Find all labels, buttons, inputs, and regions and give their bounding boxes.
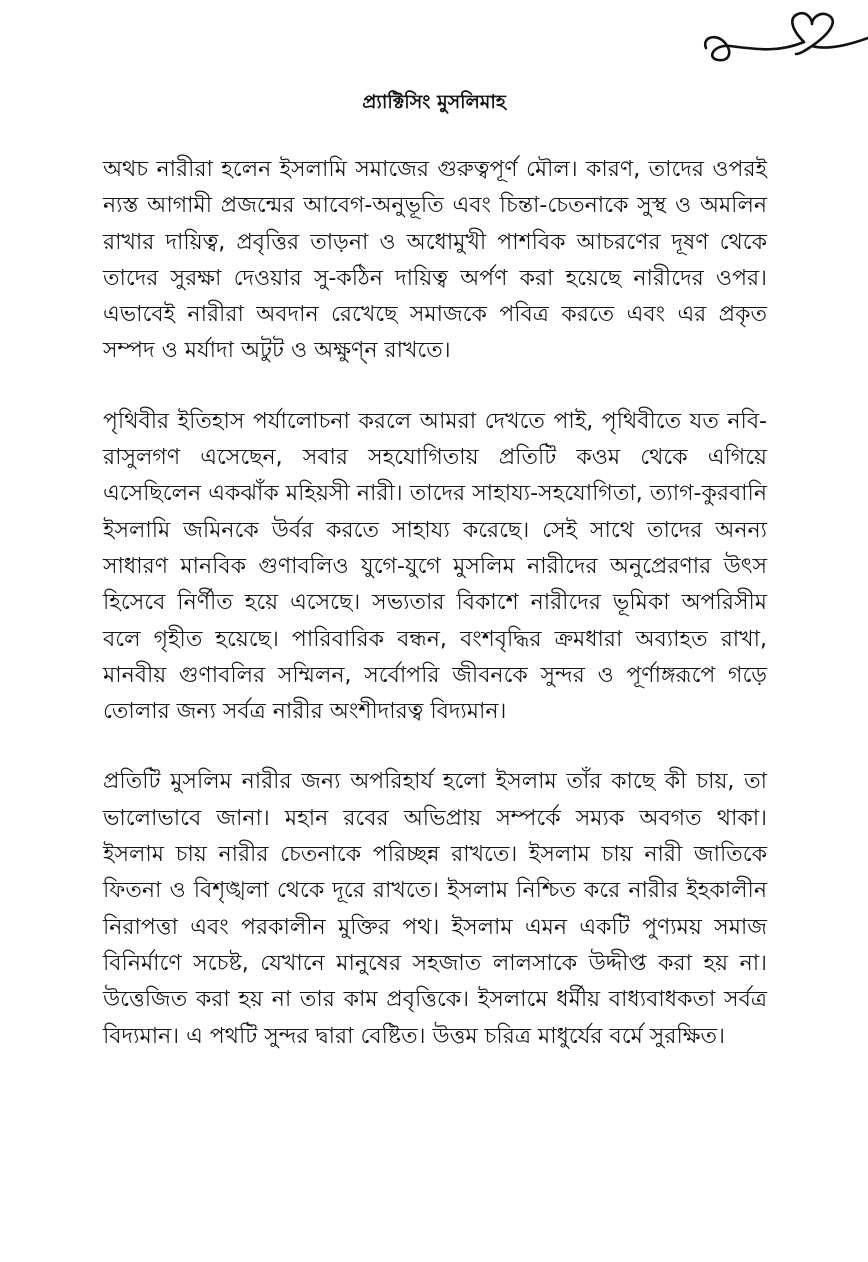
paragraph-3: প্রতিটি মুসলিম নারীর জন্য অপরিহার্য হলো ইসলাম তাঁর কাছে কী চায়, তা ভালোভাবে জানা। মহান রবের অভিপ্রায় সম্পর্কে সম্যক অবগত থাকা। ইসলাম চায় নারীর চেতনাকে পরিচ্ছন্ন রাখতে। ইসলাম চায় নারী জাতিকে ফিতনা ও বিশৃঙ্খলা থেকে দূরে রাখতে। ইসলাম নিশ্চিত করে নারীর ইহকালীন নিরাপত্তা এবং পরকালীন মুক্তির পথ। ইসলাম এমন একটি পুণ্যময় সমাজ বিনির্মাণে সচেষ্ট, যেখানে মানুষের সহজাত লালসাকে উদ্দীপ্ত করা হয় না। উত্তেজিত করা হয় না তার কাম প্রবৃত্তিকে। ইসলামে ধর্মীয় বাধ্যবাধকতা সর্বত্র বিদ্যমান। এ পথটি সুন্দর দ্বারা বেষ্টিত। উত্তম চরিত্র মাধুর্যের বর্মে সুরক্ষিত। bbox=[103, 769, 767, 1049]
body-text bbox=[103, 152, 767, 1089]
running-header: প্র্যাক্টিসিং মুসলিমাহ bbox=[362, 91, 506, 113]
paragraph-2: পৃথিবীর ইতিহাস পর্যালোচনা করলে আমরা দেখতে পাই, পৃথিবীতে যত নবি-রাসুলগণ এসেছেন, সবার সহযোগিতায় প্রতিটি কওম থেকে এগিয়ে এসেছিলেন একঝাঁক মহিয়সী নারী। তাদের সাহায্য-সহযোগিতা, ত্যাগ-কুরবানি ইসলামি জমিনকে উর্বর করতে সাহায্য করেছে। সেই সাথে তাদের অনন্য সাধারণ মানবিক গুণাবলিও যুগে-যুগে মুসলিম নারীদের অনুপ্রেরণার উৎস হিসেবে নির্ণীত হয়ে এসেছে। সভ্যতার বিকাশে নারীদের ভূমিকা অপরিসীম বলে গৃহীত হয়েছে। পারিবারিক বন্ধন, বংশবৃদ্ধির ক্রমধারা অব্যাহত রাখা, মানবীয় গুণাবলির সম্মিলন, সর্বোপরি জীবনকে সুন্দর ও পূর্ণাঙ্গরূপে গড়ে তোলার জন্য সর্বত্র নারীর অংশীদারত্ব বিদ্যমান। bbox=[103, 408, 767, 725]
heart-flourish-icon bbox=[700, 8, 868, 72]
paragraph-1: অথচ নারীরা হলেন ইসলামি সমাজের গুরুত্বপূর্ণ মৌল। কারণ, তাদের ওপরই ন্যস্ত আগামী প্রজন্মের আবেগ-অনুভূতি এবং চিন্তা-চেতনাকে সুস্থ ও অমলিন রাখার দায়িত্ব, প্রবৃত্তির তাড়না ও অধোমুখী পাশবিক আচরণের দূষণ থেকে তাদের সুরক্ষা দেওয়ার সু-কঠিন দায়িত্ব অর্পণ করা হয়েছে নারীদের ওপর। এভাবেই নারীরা অবদান রেখেছে সমাজকে পবিত্র করতে এবং এর প্রকৃত সম্পদ ও মর্যাদা অটুট ও অক্ষুণ্ন রাখতে। bbox=[103, 157, 767, 364]
